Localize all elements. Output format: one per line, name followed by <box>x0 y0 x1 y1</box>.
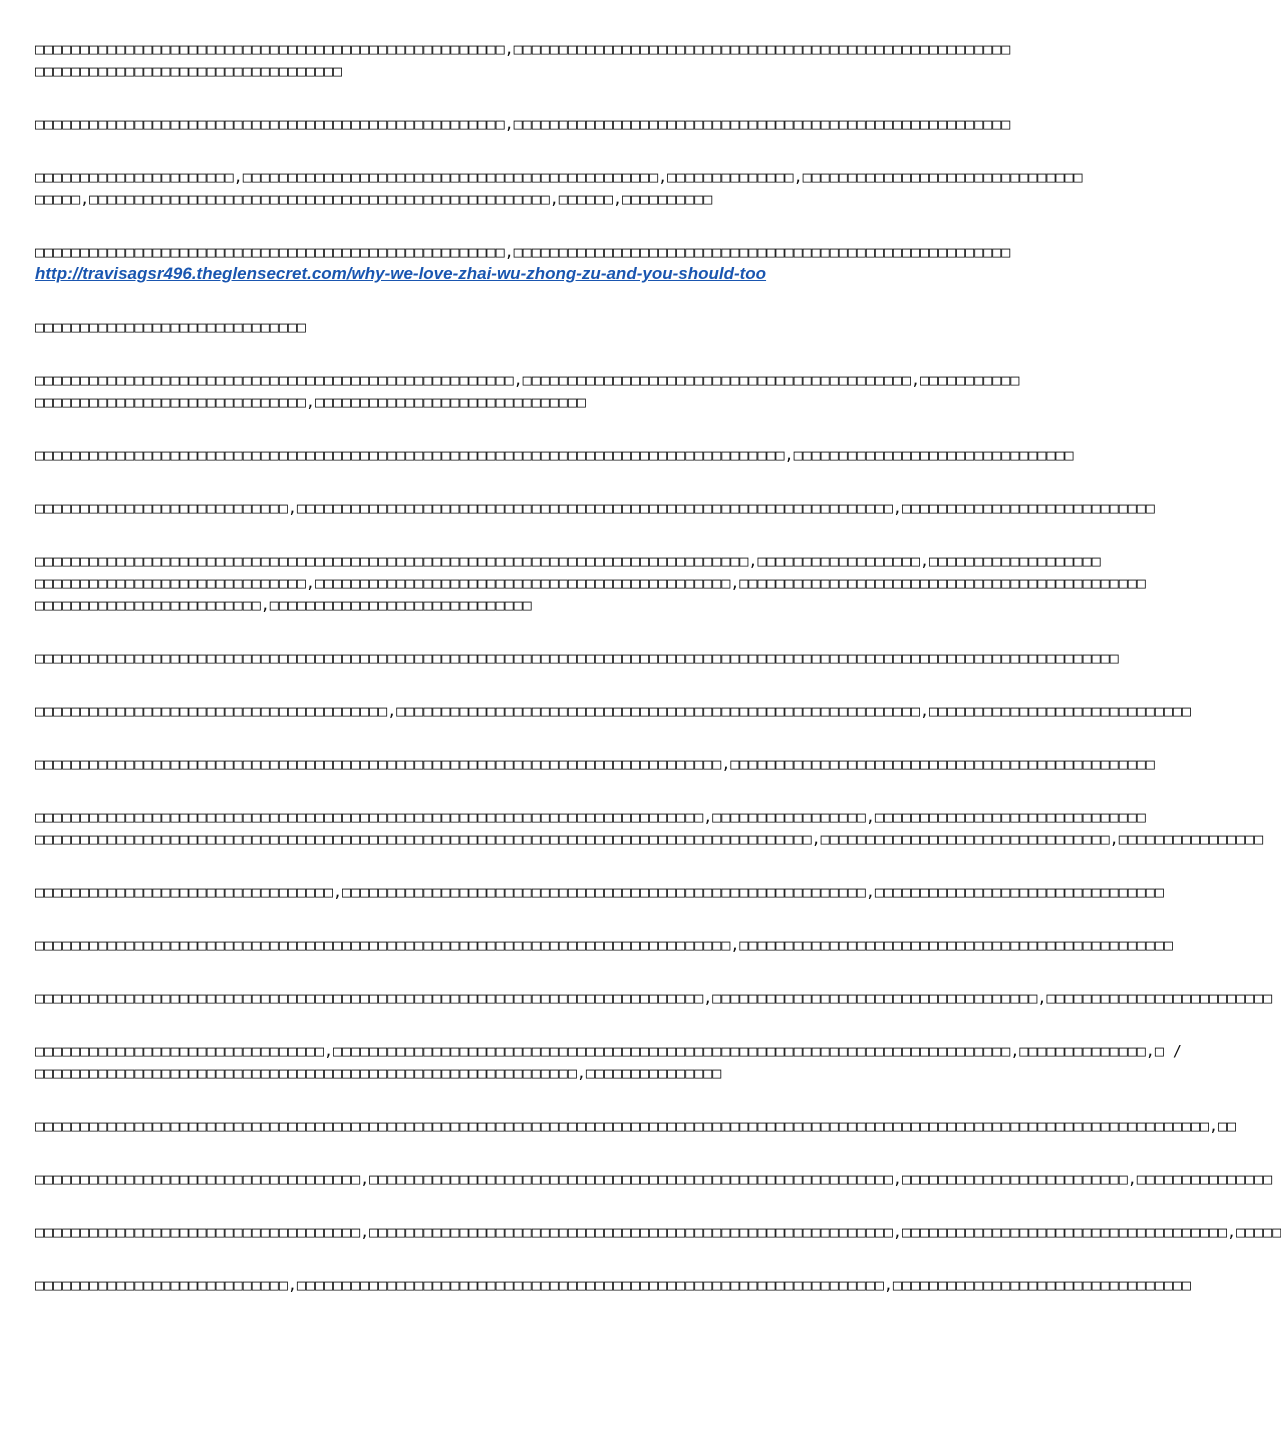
text-line: □□□□□□□□□□□□□□□□□□□□□□,□□□□□□□□□□□□□□□□□□□□□□□□□□□□□□□□□□□□□□□□□□□□□□,□□□□□□□□□□□□□□,□□□□□□□□□□□□□□□□□□□□□□□□□□□□□□□ <box>35 168 1083 186</box>
text-line: □□□□□□□□□□□□□□□□□□□□□□□□□□□□□□□□□□□□□□□□□□□□□□□□□□□□□□□□□□□□□□□□□□□□□□□□□□□□□,□□□□□□□□□□□□□□□□□□□□□□□□□□□□□□□□□□□□□□□□□□□□□□□□ <box>35 936 1173 954</box>
text-line: □□□□□□□□□□□□□□□□□□□□□□□□□□□□□□□□□□□□□□□□□□□□□□□□□□□□□□□□□□□□□□□□□□□□□□□□□□□□□□□□□□□□□□□□□□□□□□□□□□□□□□□□□□□□□□□□□□□□□□□□□□□□□□□□□□,□□ <box>35 1117 1237 1135</box>
paragraph <box>35 1274 1191 1296</box>
text-line: □□□□□□□□□□□□□□□□□□□□□□□□□□□□□□□□□□□□□□□□□□□□□□□□□□□□□,□□□□□□□□□□□□□□□□□□□□□□□□□□□□□□□□□□□□□□□□□□□,□□□□□□□□□□□ <box>35 371 1020 389</box>
text-line: □□□□□□□□□□□□□□□□□□□□□□□□□□□□□□,□□□□□□□□□□□□□□□□□□□□□□□□□□□□□□□□□□□□□□□□□□□□□□,□□□□□□□□□□□□□□□□□□□□□□□□□□□□□□□□□□□□□□□□□□□□□ <box>35 574 1146 592</box>
paragraph <box>35 881 1164 903</box>
paragraph <box>35 241 1011 285</box>
text-line: □□□□□□□□□□□□□□□□□□□□□□□□□□□□,□□□□□□□□□□□□□□□□□□□□□□□□□□□□□□□□□□□□□□□□□□□□□□□□□□□□□□□□□□□□□□□□□,□□□□□□□□□□□□□□□□□□□□□□□□□□□□□□□□□ <box>35 1276 1191 1294</box>
text-line: □□□□□□□□□□□□□□□□□□□□□□□□□□□□□□ <box>35 318 306 336</box>
text-line: □□□□□□□□□□□□□□□□□□□□□□□□□□□□□□□□□□□□□□□□□□□□□□□□□□□□□□□□□□□□□□□□□□□□□□□□□□□□□□□□□□□,□□□□□□□□□□□□□□□□□□□□□□□□□□□□□□□ <box>35 446 1074 464</box>
article-link[interactable]: http://travisagsr496.theglensecret.com/why-we-love-zhai-wu-zhong-zu-and-you-should-too <box>35 264 767 283</box>
paragraph <box>35 444 1074 466</box>
paragraph <box>35 497 1155 519</box>
text-line: □□□□□□□□□□□□□□□□□□□□□□□□□□□□□□□□□□□□□□□□□□□□□□□□□□□□□□□□□□□□□□□□□□□□□□□□□□□□□□□,□□□□□□□□□□□□□□□□□□,□□□□□□□□□□□□□□□□□□□ <box>35 552 1101 570</box>
text-line: □□□□□□□□□□□□□□□□□□□□□□□□□□□□□□□□□□□□,□□□□□□□□□□□□□□□□□□□□□□□□□□□□□□□□□□□□□□□□□□□□□□□□□□□□□□□□□□,□□□□□□□□□□□□□□□□□□□□□□□□□,□□□□□□□□□□□□□□□ <box>35 1170 1273 1188</box>
paragraph <box>35 934 1173 956</box>
text-line: □□□□□□□□□□□□□□□□□□□□□□□□□□□□□□□□□□□□,□□□□□□□□□□□□□□□□□□□□□□□□□□□□□□□□□□□□□□□□□□□□□□□□□□□□□□□□□□,□□□□□□□□□□□□□□□□□□□□□□□□□□□□□□□□□□□□,□□□□□ <box>35 1223 1281 1241</box>
paragraph <box>35 806 1264 850</box>
paragraph <box>35 369 1020 413</box>
text-line: □□□□□□□□□□□□□□□□□□□□□□□□□,□□□□□□□□□□□□□□□□□□□□□□□□□□□□□ <box>35 596 532 614</box>
paragraph <box>35 1221 1281 1243</box>
paragraph <box>35 113 1011 135</box>
paragraph <box>35 166 1083 210</box>
text-line: □□□□□□□□□□□□□□□□□□□□□□□□□□□□□□□□□,□□□□□□□□□□□□□□□□□□□□□□□□□□□□□□□□□□□□□□□□□□□□□□□□□□□□□□□□□□,□□□□□□□□□□□□□□□□□□□□□□□□□□□□□□□□ <box>35 883 1164 901</box>
text-line: □□□□□□□□□□□□□□□□□□□□□□□□□□□□,□□□□□□□□□□□□□□□□□□□□□□□□□□□□□□□□□□□□□□□□□□□□□□□□□□□□□□□□□□□□□□□□□□,□□□□□□□□□□□□□□□□□□□□□□□□□□□□ <box>35 499 1155 517</box>
text-line: □□□□□□□□□□□□□□□□□□□□□□□□□□□□□□□□□□□□□□□□□□□□□□□□□□□□□□□□□□□□□□□□□□□□□□□□□□□□□□□□□□□□□□,□□□□□□□□□□□□□□□□□□□□□□□□□□□□□□□□,□□□□□□□□□□□□□□□□ <box>35 830 1264 848</box>
paragraph <box>35 753 1155 775</box>
text-line: □□□□□□□□□□□□□□□□□□□□□□□□□□□□□□□□,□□□□□□□□□□□□□□□□□□□□□□□□□□□□□□□□□□□□□□□□□□□□□□□□□□□□□□□□□□□□□□□□□□□□□□□□□□□,□□□□□□□□□□□□□□,□ / <box>35 1042 1182 1060</box>
paragraph <box>35 1040 1182 1084</box>
paragraph <box>35 700 1191 722</box>
text-line: □□□□□□□□□□□□□□□□□□□□□□□□□□□□□□□□□□ <box>35 62 343 80</box>
text-line: □□□□□□□□□□□□□□□□□□□□□□□□□□□□□□□□□□□□□□□□□□□□□□□□□□□□□□□□□□□□□□□□□□□□□□□□□□,□□□□□□□□□□□□□□□□□,□□□□□□□□□□□□□□□□□□□□□□□□□□□□□□ <box>35 808 1146 826</box>
text-line: □□□□□□□□□□□□□□□□□□□□□□□□□□□□□□□□□□□□□□□□□□□□□□□□□□□□□□□□□□□□□□□□□□□□□□□□□□□□□□□□□□□□□□□□□□□□□□□□□□□□□□□□□□□□□□□□□□□□□□□□ <box>35 649 1119 667</box>
paragraph <box>35 550 1146 616</box>
paragraph <box>35 1168 1273 1190</box>
text-line: □□□□□□□□□□□□□□□□□□□□□□□□□□□□□□□□□□□□□□□□□□□□□□□□□□□□□□□□□□□□□□□□□□□□□□□□□□,□□□□□□□□□□□□□□□□□□□□□□□□□□□□□□□□□□□□,□□□□□□□□□□□□□□□□□□□□□□□□□ <box>35 989 1273 1007</box>
document-body <box>35 38 1281 1327</box>
paragraph <box>35 316 989 338</box>
paragraph <box>35 1115 1237 1137</box>
paragraph <box>35 38 1011 82</box>
text-line: □□□□□□□□□□□□□□□□□□□□□□□□□□□□□□,□□□□□□□□□□□□□□□□□□□□□□□□□□□□□□ <box>35 393 586 411</box>
text-line: □□□□□□□□□□□□□□□□□□□□□□□□□□□□□□□□□□□□□□□□□□□□□□□□□□□□,□□□□□□□□□□□□□□□□□□□□□□□□□□□□□□□□□□□□□□□□□□□□□□□□□□□□□□□ <box>35 40 1011 58</box>
text-line: □□□□□□□□□□□□□□□□□□□□□□□□□□□□□□□□□□□□□□□,□□□□□□□□□□□□□□□□□□□□□□□□□□□□□□□□□□□□□□□□□□□□□□□□□□□□□□□□□□,□□□□□□□□□□□□□□□□□□□□□□□□□□□□□ <box>35 702 1191 720</box>
text-line: □□□□□□□□□□□□□□□□□□□□□□□□□□□□□□□□□□□□□□□□□□□□□□□□□□□□□□□□□□□□,□□□□□□□□□□□□□□□ <box>35 1064 722 1082</box>
text-line: □□□□□□□□□□□□□□□□□□□□□□□□□□□□□□□□□□□□□□□□□□□□□□□□□□□□□□□□□□□□□□□□□□□□□□□□□□□□,□□□□□□□□□□□□□□□□□□□□□□□□□□□□□□□□□□□□□□□□□□□□□□□ <box>35 755 1155 773</box>
paragraph <box>35 647 1119 669</box>
text-line: □□□□□,□□□□□□□□□□□□□□□□□□□□□□□□□□□□□□□□□□□□□□□□□□□□□□□□□□□,□□□□□□,□□□□□□□□□□ <box>35 190 713 208</box>
text-line: □□□□□□□□□□□□□□□□□□□□□□□□□□□□□□□□□□□□□□□□□□□□□□□□□□□□,□□□□□□□□□□□□□□□□□□□□□□□□□□□□□□□□□□□□□□□□□□□□□□□□□□□□□□□ <box>35 243 1011 261</box>
text-line: □□□□□□□□□□□□□□□□□□□□□□□□□□□□□□□□□□□□□□□□□□□□□□□□□□□□,□□□□□□□□□□□□□□□□□□□□□□□□□□□□□□□□□□□□□□□□□□□□□□□□□□□□□□□ <box>35 115 1011 133</box>
paragraph <box>35 987 1273 1009</box>
